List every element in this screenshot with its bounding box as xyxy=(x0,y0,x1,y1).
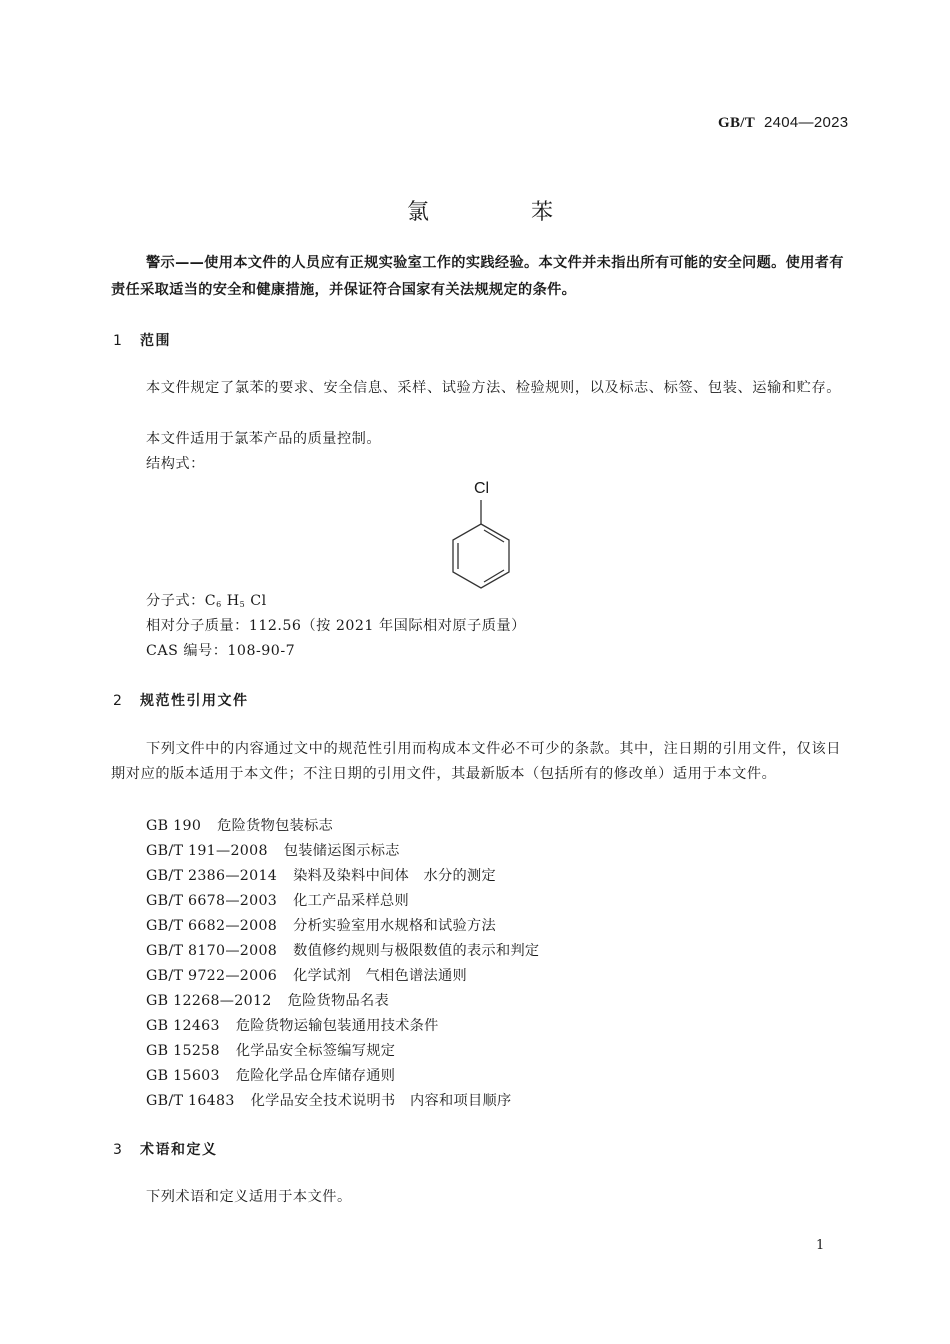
terms-intro: 下列术语和定义适用于本文件。 xyxy=(146,1189,352,1205)
structure-label: 结构式： xyxy=(146,456,205,472)
reference-item: GB/T 9722—2006 化学试剂 气相色谱法通则 xyxy=(146,968,467,984)
section-number: 1 xyxy=(113,333,122,349)
page-title-char-2: 苯 xyxy=(531,200,554,225)
page-title-char-1: 氯 xyxy=(407,200,430,225)
section-title: 规范性引用文件 xyxy=(140,693,249,709)
section-title: 范围 xyxy=(140,333,171,349)
reference-item: GB 12268—2012 危险货物品名表 xyxy=(146,993,390,1009)
reference-item: GB 190 危险货物包装标志 xyxy=(146,818,334,834)
document-number xyxy=(718,114,848,132)
molar-mass: 相对分子质量：112.56（按 2021 年国际相对原子质量） xyxy=(146,618,526,634)
cas-number: CAS 编号：108-90-7 xyxy=(146,643,296,659)
reference-item: GB 15258 化学品安全标签编写规定 xyxy=(146,1043,396,1059)
page-number: 1 xyxy=(816,1238,825,1253)
scope-paragraph: 本文件规定了氯苯的要求、安全信息、采样、试验方法、检验规则，以及标志、标签、包装、运输和贮存。 xyxy=(146,380,842,396)
doc-prefix: GB/T xyxy=(718,115,756,131)
chlorine-atom-label: Cl xyxy=(474,480,490,497)
section-number: 3 xyxy=(113,1142,122,1158)
reference-item: GB 12463 危险货物运输包装通用技术条件 xyxy=(146,1018,439,1034)
warning-notice: 警示——使用本文件的人员应有正规实验室工作的实践经验。本文件并未指出所有可能的安全问题。使用者有责任采取适当的安全和健康措施，并保证符合国家有关法规规定的条件。 xyxy=(111,255,844,298)
section-heading-2 xyxy=(113,690,249,710)
reference-item: GB/T 6678—2003 化工产品采样总则 xyxy=(146,893,410,909)
section-title: 术语和定义 xyxy=(140,1142,218,1158)
doc-code: 2404—2023 xyxy=(763,114,849,131)
reference-item: GB/T 2386—2014 染料及染料中间体 水分的测定 xyxy=(146,868,496,884)
section-heading-1 xyxy=(113,330,171,350)
reference-item: GB 15603 危险化学品仓库储存通则 xyxy=(146,1068,396,1084)
reference-item: GB/T 8170—2008 数值修约规则与极限数值的表示和判定 xyxy=(146,943,540,959)
scope-applicability: 本文件适用于氯苯产品的质量控制。 xyxy=(146,431,382,447)
reference-item: GB/T 16483 化学品安全技术说明书 内容和项目顺序 xyxy=(146,1093,512,1109)
normative-references-intro: 下列文件中的内容通过文中的规范性引用而构成本文件必不可少的条款。其中，注日期的引用文件，仅该日期对应的版本适用于本文件；不注日期的引用文件，其最新版本（包括所有的修改单）适用于本文件。 xyxy=(111,741,842,782)
reference-item: GB/T 191—2008 包装储运图示标志 xyxy=(146,843,400,859)
section-number: 2 xyxy=(113,693,122,709)
chlorobenzene-structure-diagram xyxy=(438,475,528,594)
section-heading-3 xyxy=(113,1139,218,1159)
reference-item: GB/T 6682—2008 分析实验室用水规格和试验方法 xyxy=(146,918,496,934)
molecular-formula: 分子式：$C_6$ $H_5$ Cl xyxy=(146,593,267,609)
